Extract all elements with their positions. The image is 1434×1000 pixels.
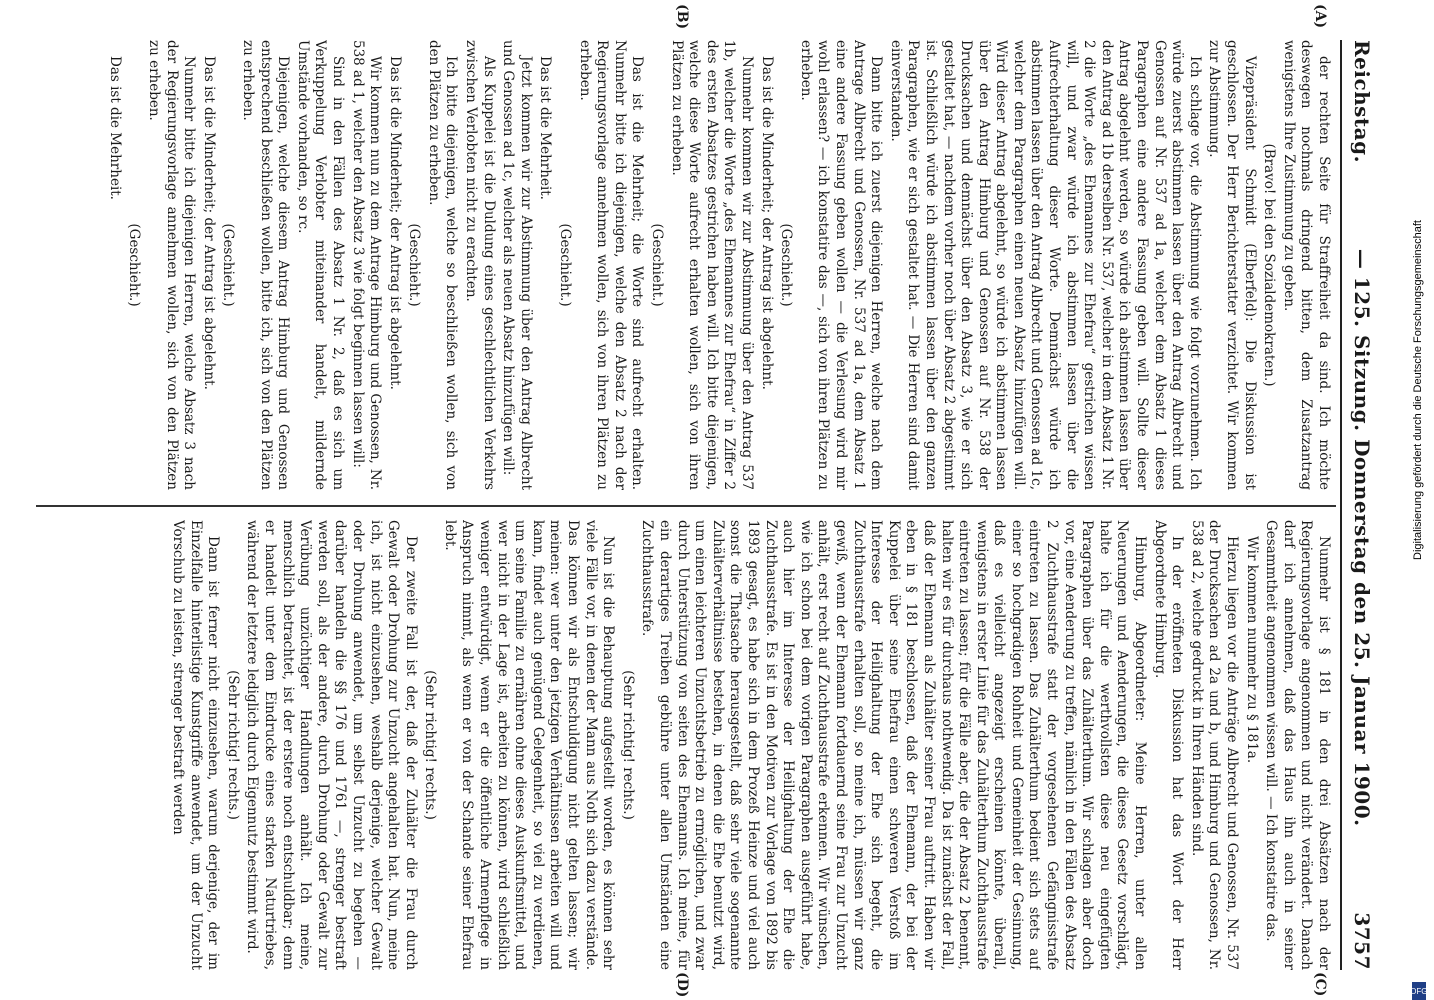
paragraph: Hierzu liegen vor die Anträge Albrecht und Genossen, Nr. 537 der Drucksachen ad 2a und b, und Himburg und Genossen, Nr. 538 ad 2, welche gedruckt in Ihren Händen sind. (1188, 520, 1241, 970)
paragraph: Als Kuppelei ist die Duldung eines geschlechtlichen Verkehrs zwischen Verlobten nicht zu erachten. (463, 40, 497, 490)
paragraph: (Geschieht.) (220, 223, 237, 307)
dfg-logo-icon: DFG (1412, 982, 1426, 1000)
page-header (1342, 40, 1382, 970)
header-page-number: 3757 (1350, 912, 1374, 970)
paragraph: (Sehr richtig! rechts.) (224, 670, 241, 820)
rotated-document-page (20, 0, 1390, 1000)
margin-marker-b: (B) (674, 4, 690, 30)
digitization-credit: Digitalisierung gefördert durch die Deutsche Forschungsgemeinschaft (1412, 220, 1424, 560)
paragraph: Sind in den Fällen des Absatz 1 Nr. 2, daß es sich um Verkuppelung Verlobter miteinander handelt, mildernde Umstände vorhanden, so rc. (294, 40, 346, 490)
paragraph: In der eröffneten Diskussion hat das Wort der Herr Abgeordnete Himburg. (1151, 520, 1186, 970)
paragraph: Das ist die Minderheit; der Antrag ist abgelehnt. (200, 56, 217, 390)
paragraph: Wir kommen nun zu dem Antrage Himburg und Genossen, Nr. 538 ad 1, welcher den Absatz 3 wie folgt beginnen lassen will: (349, 40, 384, 490)
paragraph: der rechten Seite für Straffreiheit da sind. Ich möchte deswegen nochmals dringend bitten, dem Zusatzantrag wenigstens Ihre Zustimmung zu geben. (1280, 40, 1332, 490)
right-text-column (42, 520, 1332, 970)
paragraph: Das ist die Minderheit; der Antrag ist abgelehnt. (386, 56, 403, 390)
paragraph: Nunmehr ist § 181 in den drei Absätzen nach der Regierungsvorlage angenommen und nicht verändert. Danach darf ich annehmen, daß das Haus ihn auch in seiner Gesammtheit angenommen wissen will. — Ich konstatire das. (1263, 520, 1332, 970)
margin-marker-a: (A) (1312, 4, 1328, 29)
header-rule (1340, 40, 1342, 970)
paragraph: (Sehr richtig! rechts.) (619, 670, 636, 820)
header-left: Reichstag. (1350, 40, 1374, 164)
paragraph: Das ist die Minderheit; der Antrag ist abgelehnt. (758, 56, 775, 390)
paragraph: Diejenigen, welche diesem Antrag Himburg und Genossen entsprechend beschließen wollen, bitte ich, sich von den Plätzen zu erheben. (239, 40, 292, 490)
paragraph: Der zweite Fall ist der, daß der Zuhälter die Frau durch Gewalt oder Drohung zur Unzucht angehalten hat. Nun, meine ich, ist nicht einzusehen, weshalb derjenige, welcher Gewalt oder Drohung anwendet, um selbst Unzucht zu begehen — darüber handeln die §§ 176 und 1761 —, strenger bestraft werden soll, als der andere, durch Drohung oder Gewalt zur Verübung unzüchtiger Handlungen anhält. Ich meine, menschlich betrachtet, ist der erstere noch entschuldbar; denn er handelt unter dem Eindrucke eines starken Naturtriebes, während der letztere lediglich durch Eigennutz bestimmt wird. (244, 520, 419, 970)
paragraph: Nunmehr kommen wir zur Abstimmung über den Antrag 537 1b, welcher die Worte „des Ehemannes zur Ehefrau“ in Ziffer 2 des ersten Absatzes gestrichen haben will. Ich bitte diejenigen, welche diese Worte aufrecht erhalten wollen, sich von ihren Plätzen zu erheben. (668, 40, 755, 490)
paragraph: Vizepräsident Schmidt (Elberfeld): Die Diskussion ist geschlossen. Der Herr Berichterstatter verzichtet. Wir kommen zur Abstimmung. (1206, 40, 1258, 490)
paragraph: Jetzt kommen wir zur Abstimmung über den Antrag Albrecht und Genossen ad 1c, welcher als neuen Absatz hinzufügen will: (500, 40, 534, 490)
paragraph: (Geschieht.) (557, 223, 574, 307)
paragraph: Wir kommen nunmehr zu § 181a. (1243, 536, 1260, 764)
left-text-column (42, 40, 1332, 490)
paragraph: Das ist die Mehrheit. (537, 56, 554, 200)
margin-marker-d: (D) (674, 972, 690, 998)
paragraph: (Geschieht.) (778, 223, 795, 307)
header-title: — 125. Sitzung. Donnerstag den 25. Januar 1900. (1350, 248, 1374, 827)
paragraph: Dann ist ferner nicht einzusehen, warum derjenige, der im Einzelfalle hinterlistige Kunstgriffe anwendet, um der Unzucht Vorschub zu leisten, strenger bestraft werden (170, 520, 222, 970)
paragraph: (Geschieht.) (406, 223, 423, 307)
paragraph: (Geschieht.) (126, 223, 143, 307)
paragraph: Nun ist die Behauptung aufgestellt worden, es können sehr viele Fälle vor, in denen der Mann aus Noth sich dazu verstände. Das können wir als Entschuldigung nicht gelten lassen; wir meinen: wer unter den jetzigen Verhältnissen arbeiten will und kann, findet auch genügend Gelegenheit, so viel zu verdienen, um seine Familie zu ernähren ohne dieses Auskunftsmittel, und wer nicht in der Lage ist, arbeiten zu können, wird schließlich weniger entwürdigt, wenn er die öffentliche Armenpflege in Anspruch nimmt, als wenn er von der Schande seiner Ehefrau lebt. (441, 520, 617, 970)
paragraph: Dann bitte ich zuerst diejenigen Herren, welche nach dem Antrage Albrecht und Genossen, Nr. 537 ad 1a, dem Absatz 1 eine andere Fassung geben wollen — die Verlesung wird mir wohl erlassen? — ich konstatire das —, sich von ihren Plätzen zu erheben. (797, 40, 885, 490)
paragraph: Ich schlage vor, die Abstimmung wie folgt vorzunehmen. Ich würde zuerst abstimmen lassen über den Antrag Albrecht und Genossen auf Nr. 537 ad 1a, welcher dem Absatz 1 dieses Paragraphen eine andere Fassung geben will. Sollte dieser Antrag abgelehnt werden, so würde ich abstimmen lassen über den Antrag ad 1b derselben Nr. 537, welcher in dem Absatz 1 Nr. 2 die Worte „des Ehemannes zur Ehefrau“ gestrichen wissen will, und zwar würde ich abstimmen lassen über die Aufrechterhaltung dieser Worte. Demnächst würde ich abstimmen lassen über den Antrag Albrecht und Genossen ad 1c, welcher dem Paragraphen einen neuen Absatz hinzufügen will. Wird dieser Antrag abgelehnt, so würde ich abstimmen lassen über den Antrag Himburg und Genossen auf Nr. 538 der Drucksachen und demnächst über den Absatz 3, wie er sich gestaltet hat, — nachdem vorher noch über Absatz 2 abgestimmt ist. Schließlich würde ich abstimmen lassen über den ganzen Paragraphen, wie er sich gestaltet hat. — Die Herren sind damit einverstanden. (887, 40, 1203, 490)
paragraph: (Sehr richtig! rechts.) (422, 670, 439, 820)
paragraph: (Bravo! bei den Sozialdemokraten.) (1261, 143, 1278, 387)
column-divider (36, 505, 1336, 507)
paragraph: (Geschieht.) (649, 223, 666, 307)
paragraph: Das ist die Mehrheit. (106, 56, 123, 200)
paragraph: Das ist die Mehrheit; die Worte sind aufrecht erhalten. Nunmehr bitte ich diejenigen, welche den Absatz 2 nach der Regierungsvorlage annehmen wollen, sich von ihren Plätzen zu erheben. (576, 40, 646, 490)
paragraph: Ich bitte diejenigen, welche so beschließen wollen, sich von den Plätzen zu erheben. (425, 40, 460, 490)
paragraph: Nunmehr bitte ich diejenigen Herren, welche Absatz 3 nach der Regierungsvorlage annehmen wollen, sich von den Plätzen zu erheben. (146, 40, 198, 490)
margin-marker-c: (C) (1312, 972, 1328, 997)
paragraph: Himburg, Abgeordneter: Meine Herren, unter allen Neuerungen und Aenderungen, die dieses Gesetz vorschlägt, halte ich für die werthvollsten diese neu eingefügten Paragraphen über das Zuhälterthum. Wir schlagen aber doch vor, eine Aenderung zu treffen, nämlich in den Fällen des Absatz 2 Zuchthausstrafe statt der vorgesehenen Gefängnisstrafe eintreten zu lassen. Das Zuhälterthum bedient sich stets auf einer so hochgradigen Rohheit und Gemeinheit der Gesinnung, daß es vielleicht angezeigt erscheinen könnte, überall, wenigstens in erster Linie für das Zuhälterthum Zuchthausstrafe eintreten zu lassen; für die Fälle aber, die der Absatz 2 benennt, halten wir es für durchaus nothwendig. Da ist zunächst der Fall, daß der Ehemann als Zuhälter seiner Frau auftritt. Haben wir eben in § 181 beschlossen, daß der Ehemann, der bei der Kuppelei über seine Ehefrau einen schweren Verstoß im Interesse der Heilighaltung der Ehe sich begeht, die Zuchthausstrafe erhalten soll, so meine ich, müssen wir ganz gewiß, wenn der Ehemann fortdauernd seine Frau zur Unzucht anhält, erst recht auf Zuchthausstrafe erkennen. Wir wünschen, wie ich schon bei dem vorigen Paragraphen ausgeführt habe, auch hier im Interesse der Heilighaltung der Ehe die Zuchthausstrafe. Es ist in den Motiven zur Vorlage von 1892 bis 1893 gesagt, es habe sich in dem Prozeß Heinze und viel auch sonst die Thatsache herausgestellt, daß sehr viele sogenannte Zuhälterverhältnisse bestehen, in denen die Ehe benutzt wird, um einen leichteren Unzuchtsbetrieb zu ermöglichen, und zwar durch Unterstützung von seiten des Ehemanns. Ich meine, für ein derartiges Treiben gebühre unter allen Umständen eine Zuchthausstrafe. (639, 520, 1149, 970)
